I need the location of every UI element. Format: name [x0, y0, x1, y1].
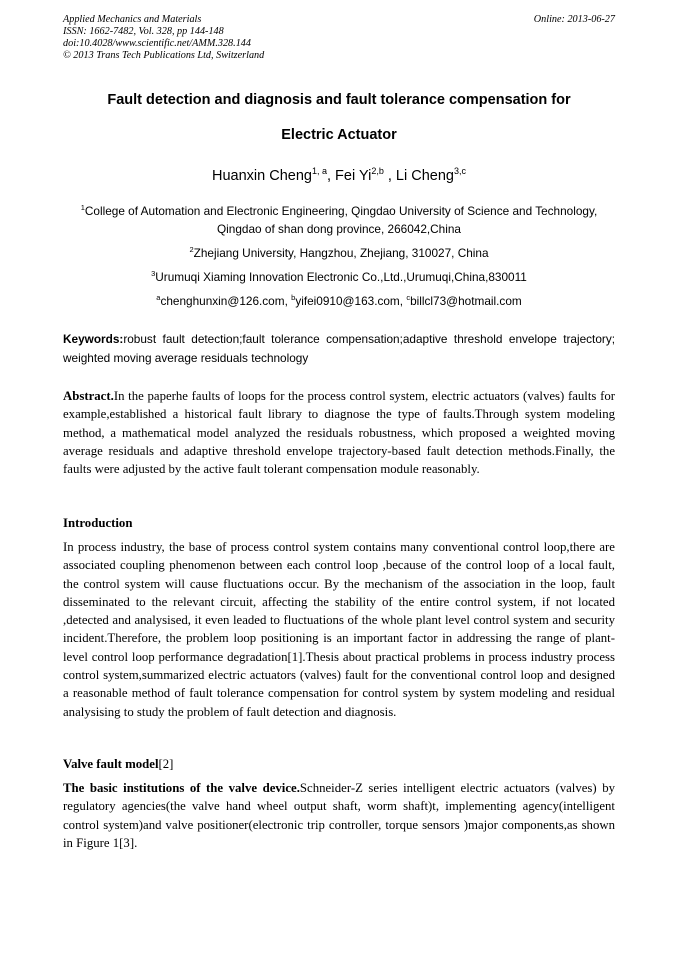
running-header [63, 14, 615, 62]
introduction-paragraph: In process industry, the base of process control system contains many conventional control loop,there are associated coupling phenomenon between each control loop ,because of the control loop of a local fault, the control system will cause fluctuations occur. By the mechanism of the association in the loop, fault disseminated to the relevant circuit, affecting the stability of the entire control system, if not located ,detected and analysised, it even leaded to fluctuations of the whole plant level control system and security incident.Therefore, the problem loop positioning is an important factor in addressing the range of plant-level control loop performance degradation[1].Thesis about practical problems in process industry process control system,summarized electric actuators (valves) fault for the conventional control loop and designed a reasonable method of fault tolerance compensation for control system by system modeling and residual analysising to study the problem of fault detection and diagnosis. [63, 540, 615, 719]
keywords-text: robust fault detection;fault tolerance compensation;adaptive threshold envelope trajectory; weighted moving average residuals technology [63, 332, 615, 365]
author-name: Fei Yi [335, 168, 372, 184]
affiliation-number: 1 [80, 203, 85, 212]
author-emails [63, 292, 615, 310]
author-name: Huanxin Cheng [212, 168, 312, 184]
author-affiliation-mark: 1, a [311, 166, 327, 176]
reference-citation: [2] [158, 757, 174, 771]
keywords-label: Keywords: [63, 332, 124, 346]
abstract [63, 387, 615, 478]
author-separator: , [383, 168, 396, 184]
paper-title-line-1: Fault detection and diagnosis and fault tolerance compensation for [107, 92, 571, 108]
affiliation-text: Urumuqi Xiaming Innovation Electronic Co.,Ltd.,Urumuqi,China,830011 [155, 270, 527, 284]
email-address: chenghunxin@126.com [160, 294, 285, 308]
paper-title-line-2: Electric Actuator [281, 127, 397, 143]
email-mark: a [156, 293, 161, 302]
journal-info [63, 14, 615, 62]
author-affiliation-mark: 2,b [371, 166, 384, 176]
email-separator: , [399, 294, 407, 308]
section-heading-text: Valve fault model [63, 757, 159, 771]
email-separator: , [284, 294, 292, 308]
paragraph-text: Schneider-Z series intelligent electric actuators (valves) by regulatory agencies(the valve hand wheel output shaft, worm shaft)t, implementing agency(intelligent control system)and valve positioner(electronic trip controller, torque sensors )major components,as shown in Figure 1[3]. [63, 781, 615, 850]
affiliation-number: 3 [151, 269, 156, 278]
abstract-label: Abstract. [63, 389, 114, 403]
section-heading-valve-fault-model [63, 755, 615, 773]
email-address: yifei0910@163.com [295, 294, 400, 308]
valve-paragraph [63, 779, 615, 852]
abstract-text: In the paperhe faults of loops for the process control system, electric actuators (valves) faults for example,established a historical fault library to diagnose the type of faults.Through system modeling method, a mathematical model analyzed the residuals robustness, which proposed a weighted moving average residuals and adaptive threshold envelope trajectory-based fault detection methods.Finally, the faults were adjusted by the active fault tolerant compensation module reasonably. [63, 389, 615, 477]
section-heading-introduction: Introduction [63, 516, 133, 530]
affiliation-2 [63, 244, 615, 262]
email-address: billcl73@hotmail.com [410, 294, 522, 308]
author-name: Li Cheng [395, 168, 454, 184]
journal-issn: ISSN: 1662-7482, Vol. 328, pp 144-148 [63, 26, 224, 37]
affiliation-text: College of Automation and Electronic Engineering, Qingdao University of Science and Technology, Qingdao of shan dong province, 266042,China [84, 204, 598, 236]
author-affiliation-mark: 3,c [453, 166, 466, 176]
journal-doi: doi:10.4028/www.scientific.net/AMM.328.144 [63, 38, 251, 49]
paragraph-subheading: The basic institutions of the valve device. [63, 781, 300, 795]
journal-name: Applied Mechanics and Materials [63, 14, 202, 25]
affiliation-3 [63, 268, 615, 286]
affiliation-number: 2 [189, 245, 194, 254]
affiliation-text: Zhejiang University, Hangzhou, Zhejiang, 310027, China [193, 246, 489, 260]
email-mark: b [291, 293, 296, 302]
online-date: Online: 2013-06-27 [533, 14, 615, 25]
author-separator: , [326, 168, 336, 184]
email-mark: c [406, 293, 411, 302]
affiliation-1 [63, 202, 615, 238]
journal-copyright: © 2013 Trans Tech Publications Ltd, Switzerland [63, 50, 265, 61]
author-list [63, 168, 615, 184]
keywords [63, 330, 615, 367]
